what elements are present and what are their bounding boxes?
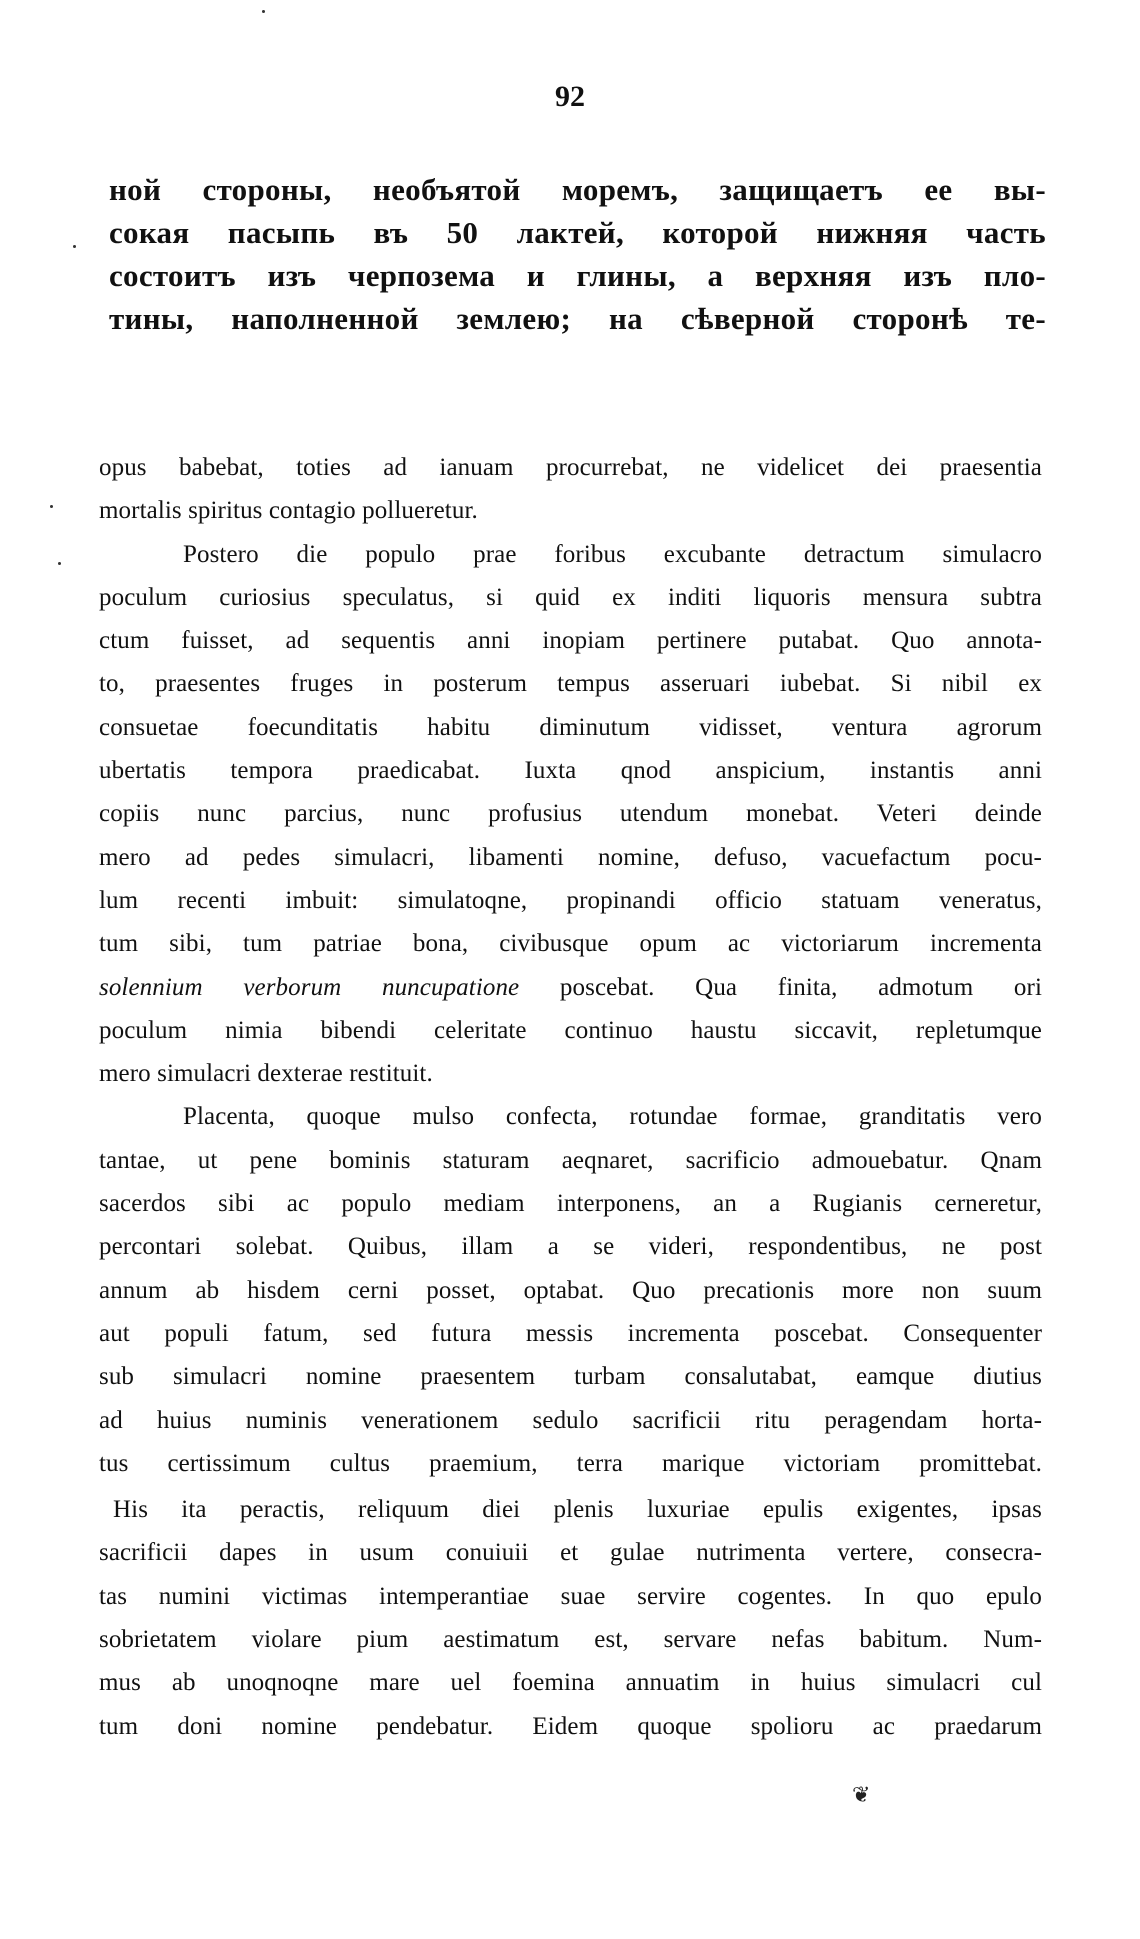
russian-text-line: состоитъ изъ черпозема и глины, а верхняя изъ пло- <box>109 258 1046 293</box>
printer-ornament-icon: ❦ <box>852 1782 871 1807</box>
text-line: mus ab unoqnoqne mare uel foemina annuatim in huius simulacri cul <box>99 1669 1042 1697</box>
italic-text-line <box>99 966 1042 1009</box>
text-line: opus babebat, toties ad ianuam procurrebat, ne videlicet dei praesentia <box>99 454 1042 481</box>
text-line: consuetae foecunditatis habitu diminutum vidisset, ventura agrorum <box>99 713 1042 741</box>
text-line: copiis nunc parcius, nunc profusius utendum monebat. Veteri deinde <box>99 800 1042 828</box>
text-line: annum ab hisdem cerni posset, optabat. Quo precationis more non suum <box>99 1276 1042 1304</box>
text-line: Placenta, quoque mulso confecta, rotundae formae, granditatis vero <box>183 1103 1042 1131</box>
text-line: percontari solebat. Quibus, illam a se videri, respondentibus, ne post <box>99 1233 1042 1261</box>
text-line: mero ad pedes simulacri, libamenti nomine, defuso, vacuefactum pocu- <box>99 843 1042 871</box>
russian-text-block <box>109 168 1046 340</box>
text-line: ubertatis tempora praedicabat. Iuxta qnod anspicium, instantis anni <box>99 757 1042 785</box>
text-line: tum sibi, tum patriae bona, civibusque opum ac victoriarum incrementa <box>99 930 1042 958</box>
text-line: ad huius numinis venerationem sedulo sacrificii ritu peragendam horta- <box>99 1406 1042 1434</box>
russian-text-line: ной стороны, необъятой моремъ, защищаетъ ее вы- <box>109 172 1046 207</box>
speck <box>262 10 265 13</box>
text-line: ctum fuisset, ad sequentis anni inopiam pertinere putabat. Quo annota- <box>99 627 1042 655</box>
text-line: tantae, ut pene bominis staturam aeqnaret, sacrificio admouebatur. Qnam <box>99 1146 1042 1174</box>
text-line: mortalis spiritus contagio pollueretur. <box>99 497 478 525</box>
speck <box>73 245 76 248</box>
page-number: 92 <box>555 80 585 113</box>
text-span: poscebat. Qua finita, admotum ori <box>519 973 1042 1001</box>
text-line: tum doni nomine pendebatur. Eidem quoque spolioru ac praedarum <box>99 1712 1042 1740</box>
text-line: sobrietatem violare pium aestimatum est, servare nefas babitum. Num- <box>99 1626 1042 1654</box>
russian-text-line: сокая пасыпь въ 50 лактей, которой нижняя часть <box>109 215 1046 250</box>
speck <box>58 562 61 565</box>
text-line: to, praesentes fruges in posterum tempus asseruari iubebat. Si nibil ex <box>99 670 1042 698</box>
italic-phrase: solennium verborum nuncupatione <box>99 973 520 1001</box>
text-line: tus certissimum cultus praemium, terra marique victoriam promittebat. <box>99 1449 1042 1477</box>
text-line: mero simulacri dexterae restituit. <box>99 1060 433 1088</box>
text-line: poculum nimia bibendi celeritate continuo haustu siccavit, repletumque <box>99 1016 1042 1044</box>
text-line: sacerdos sibi ac populo mediam interponens, an a Rugianis cerneretur, <box>99 1190 1042 1218</box>
text-line: sacrificii dapes in usum conuiuii et gulae nutrimenta vertere, consecra- <box>99 1539 1042 1567</box>
text-line: poculum curiosius speculatus, si quid ex inditi liquoris mensura subtra <box>99 583 1042 611</box>
latin-footnote-block <box>99 446 1042 1748</box>
russian-text-line: тины, наполненной землею; на сѣверной сторонѣ те- <box>109 301 1046 336</box>
text-line: His ita peractis, reliquum diei plenis luxuriae epulis exigentes, ipsas <box>113 1496 1042 1524</box>
text-line: aut populi fatum, sed futura messis incrementa poscebat. Consequenter <box>99 1319 1042 1347</box>
text-line: Postero die populo prae foribus excubante detractum simulacro <box>183 540 1042 568</box>
speck <box>50 505 53 508</box>
text-line: sub simulacri nomine praesentem turbam consalutabat, eamque diutius <box>99 1363 1042 1391</box>
text-line: lum recenti imbuit: simulatoqne, propinandi officio statuam veneratus, <box>99 886 1042 914</box>
text-line: tas numini victimas intemperantiae suae servire cogentes. In quo epulo <box>99 1582 1042 1610</box>
